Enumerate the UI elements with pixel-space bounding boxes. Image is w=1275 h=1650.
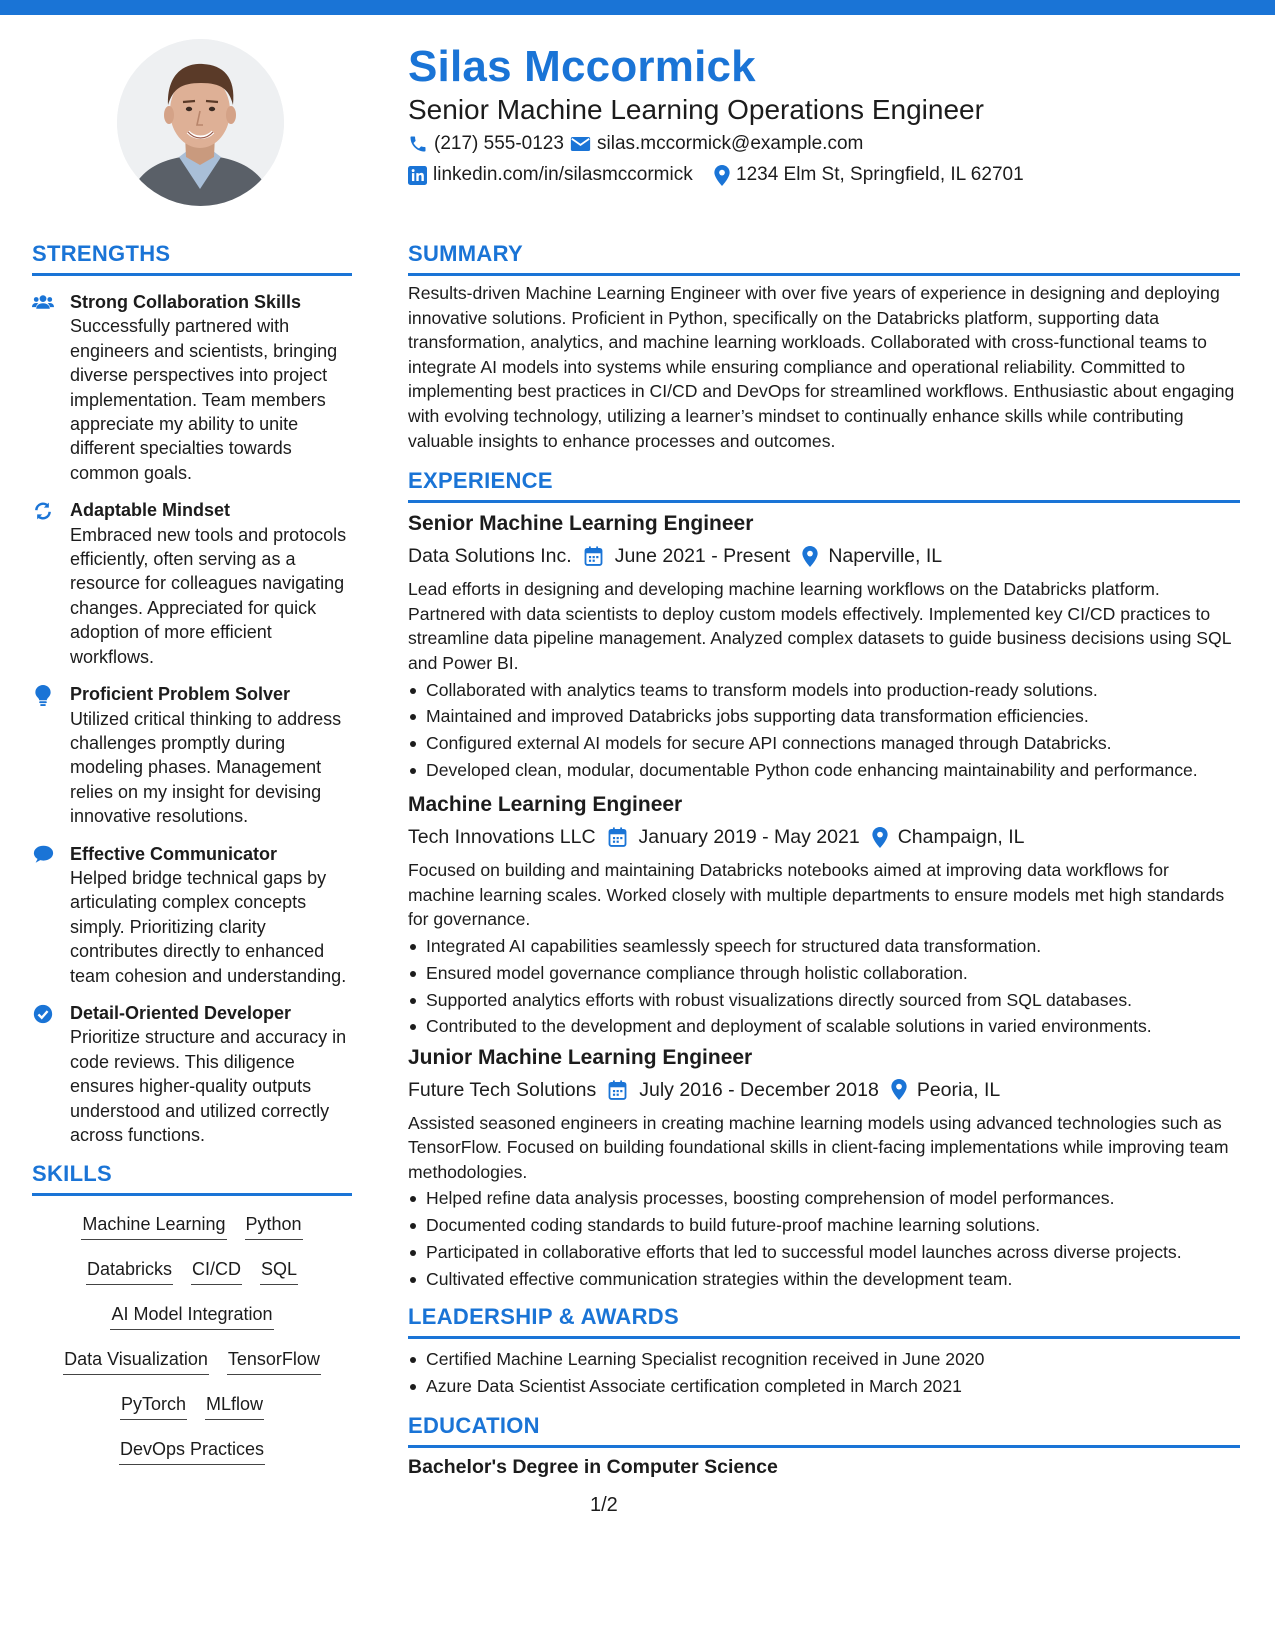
education-heading: EDUCATION	[408, 1412, 540, 1438]
refresh-icon	[33, 501, 53, 521]
strength-text: Embraced new tools and protocols efficiently, often serving as a resource for colleagues navigating changes. Appreciated for quick adoption of more efficient workflows.	[70, 524, 347, 667]
strength-item	[32, 290, 352, 485]
skill-tag: AI Model Integration	[110, 1302, 273, 1330]
job-bullet: Cultivated effective communication strategies within the development team.	[408, 1267, 1240, 1291]
section-divider	[408, 1445, 1240, 1448]
lightbulb-icon	[35, 685, 51, 706]
strength-item	[32, 842, 352, 988]
job-bullets	[408, 678, 1240, 783]
skill-tag: Databricks	[86, 1257, 173, 1285]
award-item: Azure Data Scientist Associate certification completed in March 2021	[408, 1374, 1240, 1398]
job-title: Senior Machine Learning Engineer	[408, 512, 754, 536]
strength-title: Detail-Oriented Developer	[70, 1002, 292, 1023]
job-bullet: Contributed to the development and deployment of scalable solutions in varied environments.	[408, 1014, 1240, 1038]
job-dates: July 2016 - December 2018	[639, 1078, 879, 1101]
skill-tag: MLflow	[205, 1392, 264, 1420]
section-divider	[32, 1193, 352, 1196]
map-pin-icon	[714, 165, 730, 186]
skill-row	[32, 1343, 352, 1388]
job-description: Assisted seasoned engineers in creating machine learning models using advanced technologies such as TensorFlow. Focused on building foundational skills in client-facing implementations while improving team methodologies.	[408, 1112, 1229, 1182]
skill-tag: CI/CD	[191, 1257, 242, 1285]
section-divider	[408, 1336, 1240, 1339]
job-entry	[408, 511, 1240, 782]
skill-tag: PyTorch	[120, 1392, 187, 1420]
job-location: Peoria, IL	[916, 1078, 1001, 1101]
job-bullet: Integrated AI capabilities seamlessly speech for structured data transformation.	[408, 934, 1240, 958]
linkedin-contact	[408, 164, 693, 186]
job-title: Machine Learning Engineer	[408, 793, 683, 817]
degree-title: Bachelor's Degree in Computer Science	[408, 1455, 778, 1478]
map-pin-icon	[891, 1079, 907, 1100]
skill-row	[32, 1388, 352, 1433]
strength-text: Utilized critical thinking to address challenges promptly during modeling phases. Management relies on my insight for devising innovative resolutions.	[70, 708, 342, 827]
linkedin-icon	[408, 166, 427, 185]
skill-row	[32, 1433, 352, 1478]
experience-heading: EXPERIENCE	[408, 468, 553, 494]
skill-tag: TensorFlow	[227, 1347, 321, 1375]
job-meta	[408, 542, 1240, 570]
phone-contact	[408, 133, 564, 155]
job-bullet: Helped refine data analysis processes, boosting comprehension of model performances.	[408, 1186, 1240, 1210]
job-meta	[408, 823, 1240, 851]
candidate-name: Silas Mccormick	[408, 42, 756, 91]
strength-title: Effective Communicator	[70, 843, 278, 864]
skills-heading: SKILLS	[32, 1161, 113, 1187]
job-bullet: Developed clean, modular, documentable Python code enhancing maintainability and performance.	[408, 758, 1240, 782]
top-accent-bar	[0, 0, 1275, 15]
job-location: Naperville, IL	[828, 545, 943, 568]
strength-text: Successfully partnered with engineers and scientists, bringing diverse perspectives into project implementation. Team members appreciate my ability to unite different specialties towards common goals.	[70, 316, 338, 483]
job-bullet: Supported analytics efforts with robust visualizations directly sourced from SQL databases.	[408, 988, 1240, 1012]
company-name: Future Tech Solutions	[408, 1078, 597, 1101]
company-name: Tech Innovations LLC	[408, 826, 596, 849]
skill-tag: DevOps Practices	[119, 1437, 265, 1465]
email-contact	[570, 133, 863, 155]
strength-item	[32, 1001, 352, 1147]
job-bullet: Collaborated with analytics teams to transform models into production-ready solutions.	[408, 678, 1240, 702]
strengths-list	[32, 290, 352, 1147]
section-divider	[408, 500, 1240, 503]
phone-number: (217) 555-0123	[434, 133, 564, 154]
job-bullets	[408, 1186, 1240, 1291]
job-description: Lead efforts in designing and developing machine learning workflows on the Databricks platform. Partnered with data scientists to deploy custom models effectively. Implemented key CI/CD practices to streamline data pipeline management. Analyzed complex datasets to guide business decisions using SQL and Power BI.	[408, 579, 1231, 673]
strength-title: Strong Collaboration Skills	[70, 292, 302, 312]
right-column	[408, 240, 1240, 1479]
job-location: Champaign, IL	[897, 826, 1025, 849]
users-icon	[32, 293, 54, 311]
envelope-icon	[570, 135, 591, 153]
awards-list	[408, 1347, 1240, 1398]
job-bullet: Participated in collaborative efforts that led to successful model launches across diverse projects.	[408, 1240, 1240, 1264]
section-divider	[32, 273, 352, 276]
page-number: 1/2	[590, 1494, 618, 1516]
candidate-title: Senior Machine Learning Operations Engineer	[408, 94, 984, 125]
job-bullet: Ensured model governance compliance through holistic collaboration.	[408, 961, 1240, 985]
strength-item	[32, 682, 352, 828]
strength-text: Helped bridge technical gaps by articulating complex concepts simply. Prioritizing clarity contributes directly to enhanced team cohesion and understanding.	[70, 867, 347, 986]
check-circle-icon	[33, 1004, 53, 1024]
job-dates: January 2019 - May 2021	[638, 826, 860, 849]
job-bullet: Documented coding standards to build future-proof machine learning solutions.	[408, 1213, 1240, 1237]
street-address: 1234 Elm St, Springfield, IL 62701	[736, 164, 1024, 185]
map-pin-icon	[872, 827, 888, 848]
job-bullet: Configured external AI models for secure API connections managed through Databricks.	[408, 731, 1240, 755]
calendar-icon	[584, 546, 603, 566]
job-entry	[408, 792, 1240, 1038]
left-column	[32, 240, 352, 1478]
chat-bubble-icon	[33, 845, 54, 863]
section-divider	[408, 273, 1240, 276]
leadership-heading: LEADERSHIP & AWARDS	[408, 1303, 679, 1329]
skill-row	[32, 1298, 352, 1343]
company-name: Data Solutions Inc.	[408, 545, 572, 568]
address-contact	[714, 164, 1024, 186]
job-bullets	[408, 934, 1240, 1039]
calendar-icon	[608, 1080, 627, 1100]
map-pin-icon	[802, 546, 818, 567]
job-meta	[408, 1076, 1240, 1104]
profile-photo	[117, 39, 284, 206]
linkedin-url[interactable]: linkedin.com/in/silasmccormick	[433, 164, 693, 185]
summary-text: Results-driven Machine Learning Engineer with over five years of experience in designing and deploying innovative solutions. Proficient in Python, specifically on the Databricks platform, supporting data transformation, analytics, and machine learning workloads. Collaborated with cross-functional teams to integrate AI models into systems while ensuring compliance and operational reliability. Committed to implementing best practices in CI/CD and DevOps for streamlined workflows. Enthusiastic about engaging with evolving technology, utilizing a learner’s mindset to continually enhance skills while contributing valuable insights to enhance processes and outcomes.	[408, 283, 1235, 451]
strength-item	[32, 498, 352, 669]
calendar-icon	[608, 827, 627, 847]
job-entry	[408, 1045, 1240, 1291]
job-dates: June 2021 - Present	[614, 545, 791, 568]
skill-row	[32, 1253, 352, 1298]
strength-title: Proficient Problem Solver	[70, 684, 291, 705]
job-description: Focused on building and maintaining Databricks notebooks aimed at improving data workflows for machine learning scales. Worked closely with multiple departments to ensure models met high standards for governance.	[408, 860, 1225, 930]
skills-list	[32, 1208, 352, 1478]
skill-tag: Machine Learning	[81, 1212, 226, 1240]
award-item: Certified Machine Learning Specialist recognition received in June 2020	[408, 1347, 1240, 1371]
strengths-heading: STRENGTHS	[32, 241, 171, 266]
skill-tag: Python	[245, 1212, 303, 1240]
strength-title: Adaptable Mindset	[70, 500, 231, 521]
skill-row	[32, 1208, 352, 1253]
phone-icon	[408, 134, 428, 154]
email-address[interactable]: silas.mccormick@example.com	[597, 133, 864, 154]
skill-tag: Data Visualization	[63, 1347, 209, 1375]
job-bullet: Maintained and improved Databricks jobs supporting data transformation efficiencies.	[408, 704, 1240, 728]
summary-heading: SUMMARY	[408, 241, 523, 266]
job-title: Junior Machine Learning Engineer	[408, 1045, 753, 1069]
strength-text: Prioritize structure and accuracy in code reviews. This diligence ensures higher-quality outputs understood and utilized correctly across functions.	[70, 1027, 347, 1145]
skill-tag: SQL	[260, 1257, 298, 1285]
